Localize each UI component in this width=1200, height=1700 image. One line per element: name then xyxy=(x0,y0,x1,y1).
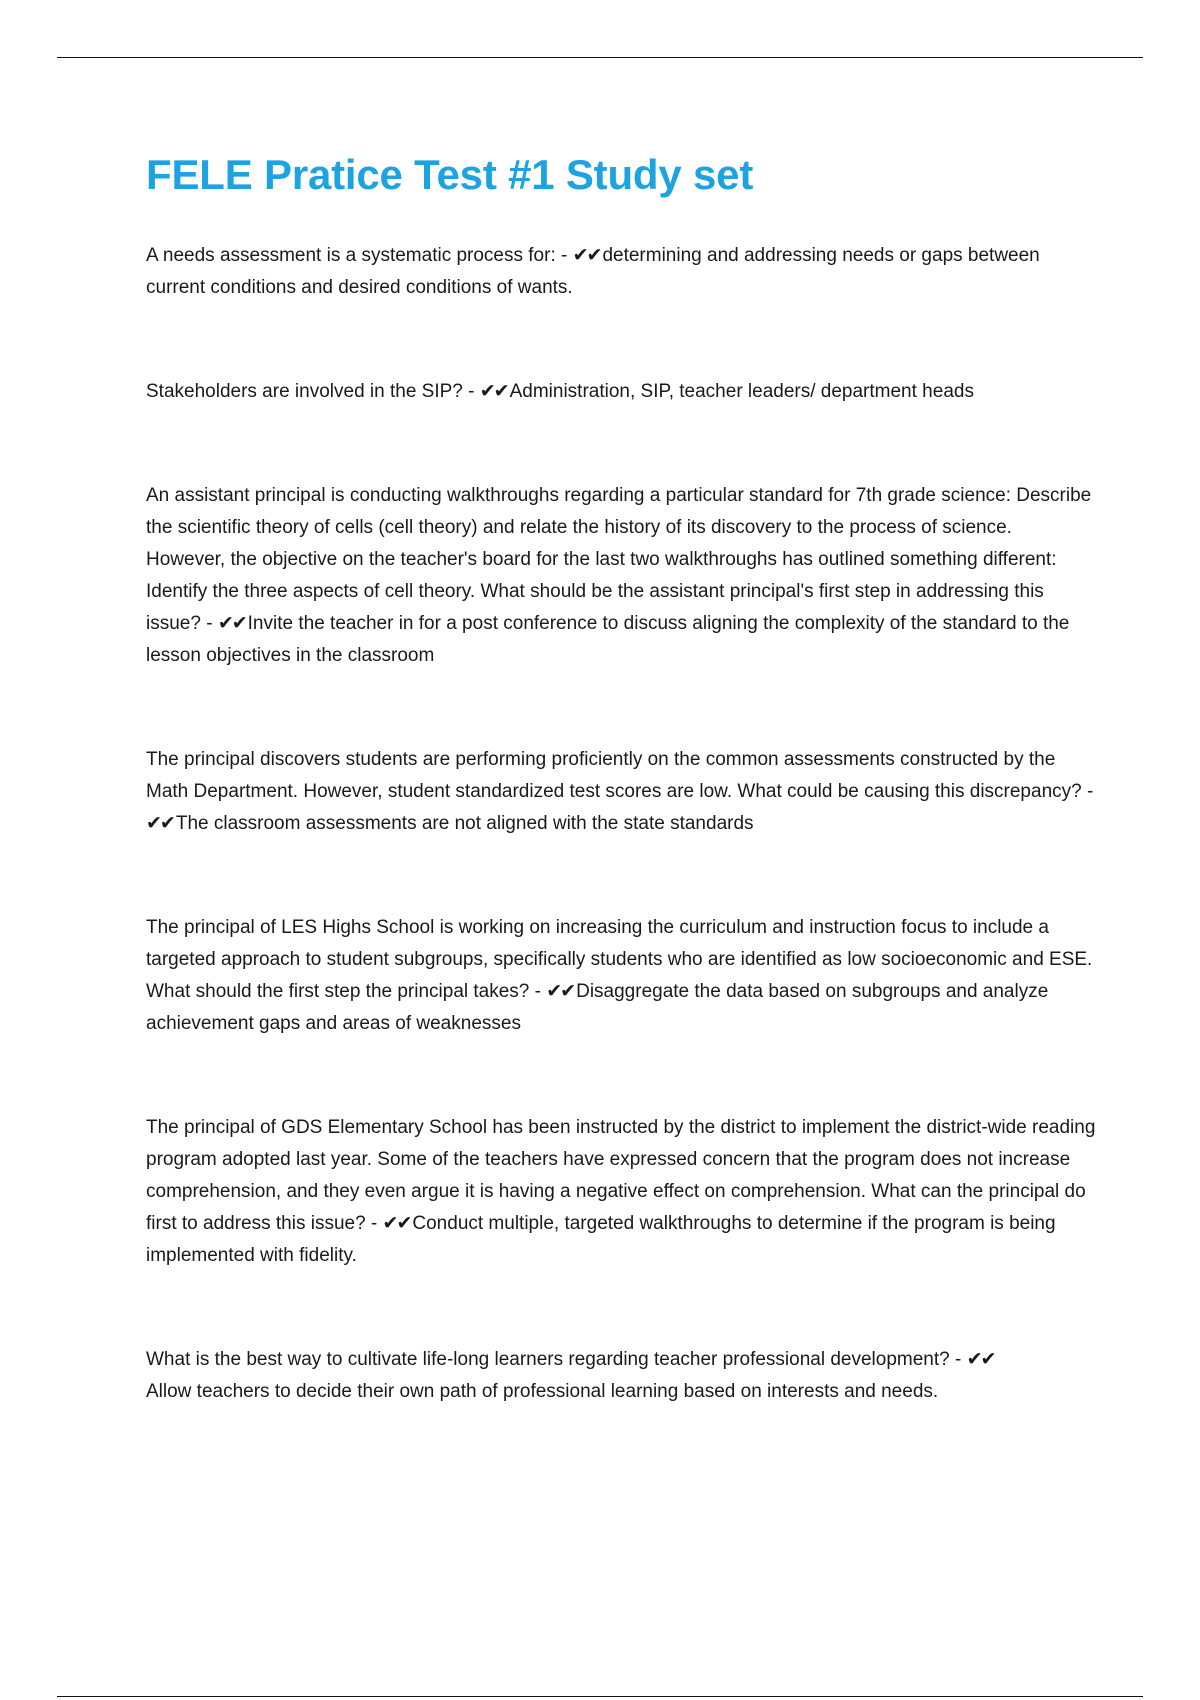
document-title: FELE Pratice Test #1 Study set xyxy=(146,151,754,198)
question-text: An assistant principal is conducting walkthroughs regarding a particular standard for 7th grade science: Describe the scientific theory of cells (cell theory) and relate the history of its discovery to the process of science. However, the objective on the teacher's board for the last two walkthroughs has outlined something different: Identify the three aspects of cell theory. What should be the assistant principal's first step in addressing this issue? - xyxy=(146,485,1092,634)
question-text: A needs assessment is a systematic process for: - xyxy=(146,245,573,266)
question-text: The principal of LES Highs School is working on increasing the curriculum and instruction focus to include a targeted approach to student subgroups, specifically students who are identified as low socioeconomic and ESE. What should the first step the principal takes? - xyxy=(146,917,1093,1002)
qa-entry xyxy=(146,376,1096,408)
answer-text: The classroom assessments are not aligned with the state standards xyxy=(175,813,754,834)
answer-text: Administration, SIP, teacher leaders/ department heads xyxy=(509,381,974,402)
double-check-icon: ✔✔ xyxy=(217,613,246,634)
top-divider xyxy=(57,57,1143,58)
double-check-icon: ✔✔ xyxy=(546,981,575,1002)
qa-entry xyxy=(146,1112,1096,1272)
double-check-icon: ✔✔ xyxy=(146,813,174,834)
document-body xyxy=(146,140,1096,1480)
qa-entry xyxy=(146,480,1096,672)
qa-entry xyxy=(146,912,1096,1040)
answer-text: Invite the teacher in for a post conference to discuss aligning the complexity of the standard to the lesson objectives in the classroom xyxy=(146,613,1070,666)
qa-entry xyxy=(146,240,1096,304)
answer-text: Disaggregate the data based on subgroups and analyze achievement gaps and areas of weaknesses xyxy=(146,981,1049,1034)
answer-text: determining and addressing needs or gaps between current conditions and desired conditions of wants. xyxy=(146,245,1040,298)
qa-entry xyxy=(146,744,1096,840)
double-check-icon: ✔✔ xyxy=(572,245,601,266)
answer-text: Allow teachers to decide their own path of professional learning based on interests and needs. xyxy=(146,1381,939,1402)
bottom-divider xyxy=(57,1696,1143,1697)
double-check-icon: ✔✔ xyxy=(966,1349,995,1370)
qa-entry xyxy=(146,1344,1096,1408)
question-text: What is the best way to cultivate life-long learners regarding teacher professional development? - xyxy=(146,1349,967,1370)
double-check-icon: ✔✔ xyxy=(382,1213,411,1234)
double-check-icon: ✔✔ xyxy=(479,381,508,402)
question-text: Stakeholders are involved in the SIP? - xyxy=(146,381,480,402)
question-text: The principal of GDS Elementary School has been instructed by the district to implement the district-wide reading program adopted last year. Some of the teachers have expressed concern that the program does not increase comprehension, and they even argue it is having a negative effect on comprehension. What can the principal do first to address this issue? - xyxy=(146,1117,1096,1234)
question-text: The principal discovers students are performing proficiently on the common assessments constructed by the Math Department. However, student standardized test scores are low. What could be causing this discrepancy? - xyxy=(146,749,1094,802)
answer-text: Conduct multiple, targeted walkthroughs to determine if the program is being implemented with fidelity. xyxy=(146,1213,1056,1266)
